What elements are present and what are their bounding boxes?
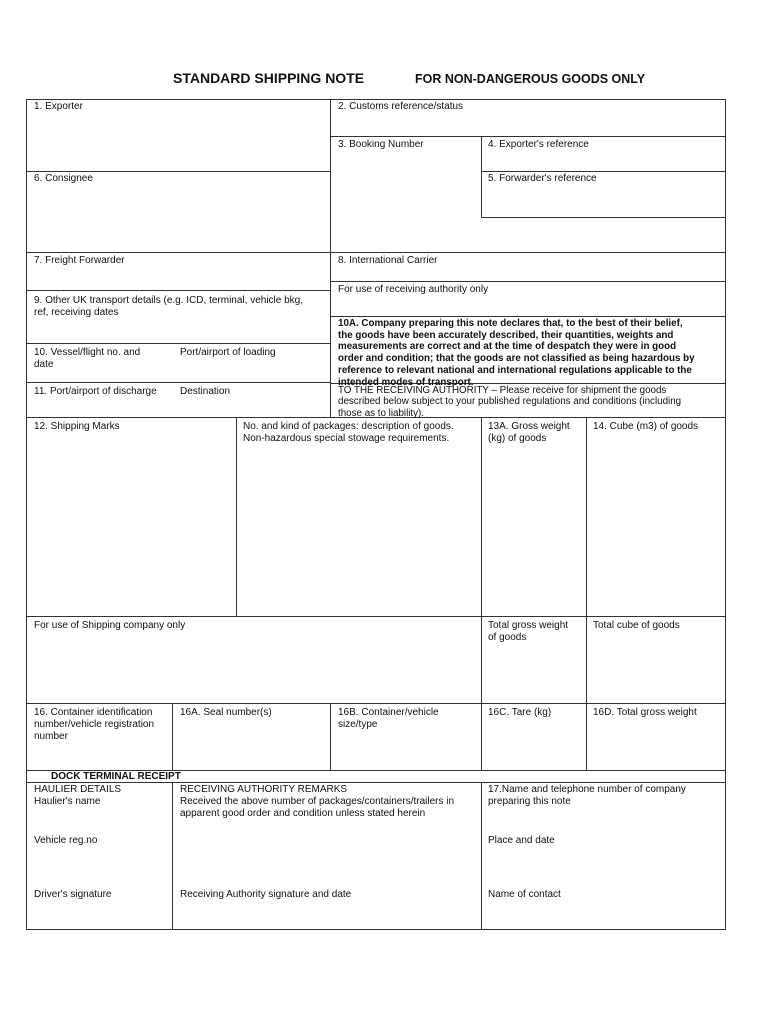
container-identification-label: 16. Container identification number/vehicle registration number (34, 707, 155, 742)
destination-label: Destination (180, 386, 231, 397)
divider (330, 703, 331, 771)
received-statement: Received the above number of packages/containers/trailers in apparent good order and condition unless stated herein (180, 796, 455, 819)
dock-terminal-receipt-heading: DOCK TERMINAL RECEIPT (51, 771, 181, 782)
container-size-type-label: 16B. Container/vehicle size/type (338, 707, 439, 730)
drivers-signature-label: Driver's signature (34, 889, 112, 900)
divider (26, 616, 726, 617)
divider (26, 252, 726, 253)
exporters-reference-label: 4. Exporter's reference (488, 139, 589, 150)
packages-description-label: No. and kind of packages: description of goods. Non-hazardous special stowage requirements. (243, 421, 454, 444)
customs-reference-label: 2. Customs reference/status (338, 101, 464, 112)
divider (481, 703, 482, 771)
hauliers-name-label: Haulier's name (34, 796, 101, 807)
divider (586, 417, 587, 704)
divider (330, 136, 726, 137)
place-and-date-label: Place and date (488, 835, 555, 846)
divider (330, 99, 331, 418)
divider (586, 703, 587, 771)
divider (481, 171, 726, 172)
divider (26, 171, 331, 172)
tare-label: 16C. Tare (kg) (488, 707, 552, 718)
form-outer-bottom (26, 929, 726, 930)
divider (172, 703, 173, 771)
vehicle-reg-label: Vehicle reg.no (34, 835, 98, 846)
divider (481, 782, 482, 930)
page-subtitle: FOR NON-DANGEROUS GOODS ONLY (415, 72, 646, 86)
shipping-marks-label: 12. Shipping Marks (34, 421, 120, 432)
divider (330, 281, 726, 282)
divider (481, 417, 482, 704)
contact-name-label: Name of contact (488, 889, 561, 900)
form-outer-right (725, 99, 726, 930)
company-name-telephone-label: 17.Name and telephone number of company preparing this note (488, 784, 686, 807)
port-of-discharge-label: 11. Port/airport of discharge (34, 386, 157, 397)
page-title: STANDARD SHIPPING NOTE (173, 70, 365, 86)
divider (236, 417, 237, 617)
haulier-details-heading: HAULIER DETAILS (34, 784, 122, 795)
receiving-authority-signature-label: Receiving Authority signature and date (180, 889, 352, 900)
form-outer-left (26, 99, 27, 930)
port-of-loading-label: Port/airport of loading (180, 347, 276, 358)
total-gross-weight-label: Total gross weight of goods (488, 620, 569, 643)
divider (26, 382, 331, 383)
divider (481, 217, 726, 218)
international-carrier-label: 8. International Carrier (338, 255, 438, 266)
declaration-text: 10A. Company preparing this note declares that, to the best of their belief, the goods have been accurately described, their quantities, weights and measurements are correct and at the time of despatch they were in good order and condition; that the goods are not classified as being hazardous by reference to relevant national and international regulations applicable to the intended modes of transport. (338, 318, 695, 388)
forwarders-reference-label: 5. Forwarder's reference (488, 173, 597, 184)
consignee-label: 6. Consignee (34, 173, 93, 184)
seal-numbers-label: 16A. Seal number(s) (180, 707, 272, 718)
booking-number-label: 3. Booking Number (338, 139, 424, 150)
divider (26, 290, 331, 291)
shipping-company-use-label: For use of Shipping company only (34, 620, 186, 631)
divider (26, 703, 726, 704)
receiving-authority-remarks-heading: RECEIVING AUTHORITY REMARKS (180, 784, 348, 795)
divider (172, 782, 173, 930)
form-outer-top (26, 99, 726, 100)
cube-label: 14. Cube (m3) of goods (593, 421, 699, 432)
divider (26, 343, 331, 344)
freight-forwarder-label: 7. Freight Forwarder (34, 255, 125, 266)
exporter-label: 1. Exporter (34, 101, 83, 112)
total-cube-label: Total cube of goods (593, 620, 680, 631)
receiving-authority-instruction: TO THE RECEIVING AUTHORITY – Please receive for shipment the goods described below subject to your published regulations and conditions (including those as to liability). (338, 385, 682, 419)
receiving-authority-use-label: For use of receiving authority only (338, 284, 489, 295)
total-gross-weight-16d-label: 16D. Total gross weight (593, 707, 697, 718)
gross-weight-label: 13A. Gross weight (kg) of goods (488, 421, 570, 444)
divider (330, 316, 726, 317)
other-transport-details-label: 9. Other UK transport details (e.g. ICD, terminal, vehicle bkg, ref, receiving dates (34, 295, 303, 318)
vessel-flight-label: 10. Vessel/flight no. and date (34, 347, 141, 370)
divider (481, 136, 482, 218)
